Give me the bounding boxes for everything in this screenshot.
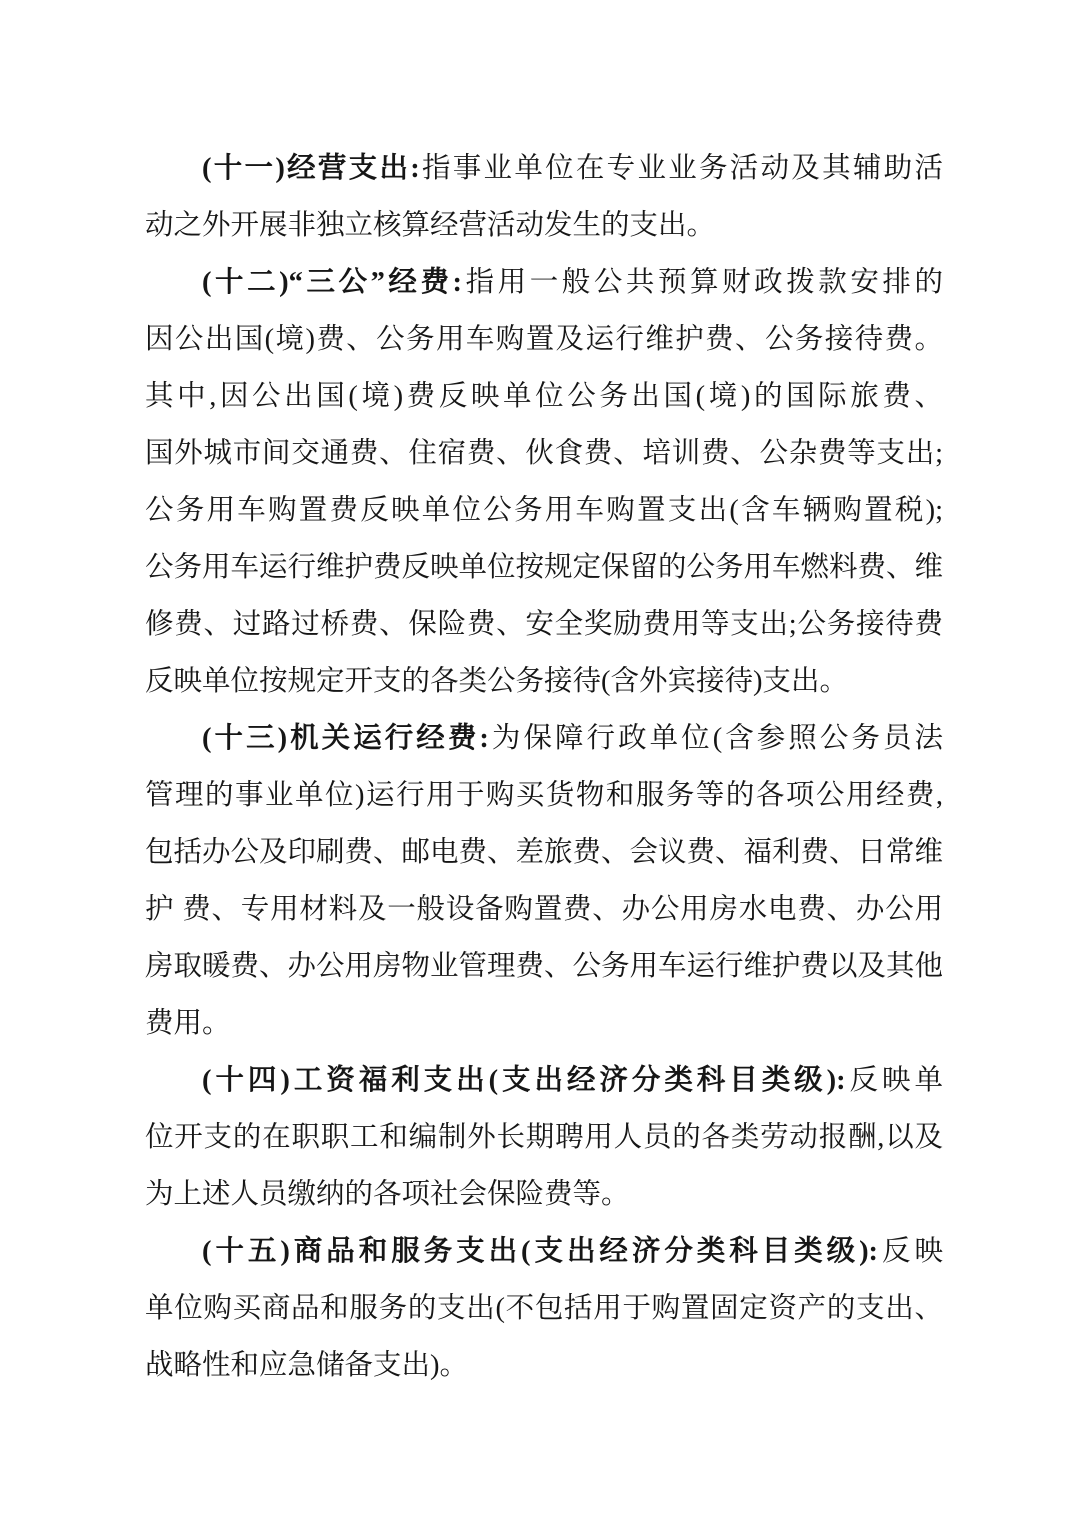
document-line xyxy=(145,425,943,482)
body-text: 房取暖费、办公用房物业管理费、公务用车运行维护费以及其他 xyxy=(145,951,944,982)
heading-text: (十三)机关运行经费: xyxy=(202,723,489,754)
document-line xyxy=(145,881,943,938)
document-line xyxy=(145,1280,943,1337)
document-line xyxy=(145,995,943,1052)
body-text: 单位购买商品和服务的支出(不包括用于购置固定资产的支出、 xyxy=(145,1293,943,1324)
body-text: 动之外开展非独立核算经营活动发生的支出。 xyxy=(145,210,716,241)
body-text: 修费、过路过桥费、保险费、安全奖励费用等支出;公务接待费 xyxy=(145,609,943,640)
body-text: 公务用车运行维护费反映单位按规定保留的公务用车燃料费、维 xyxy=(145,552,944,583)
body-text: 为上述人员缴纳的各项社会保险费等。 xyxy=(145,1179,630,1210)
body-text: 反映单 xyxy=(845,1065,943,1096)
body-text: 费用。 xyxy=(145,1008,231,1039)
document-line xyxy=(145,140,943,197)
heading-text: (十四)工资福利支出(支出经济分类科目类级): xyxy=(202,1065,846,1096)
body-text: 其中,因公出国(境)费反映单位公务出国(境)的国际旅费、 xyxy=(145,381,943,412)
body-text: 管理的事业单位)运行用于购买货物和服务等的各项公用经费, xyxy=(145,780,943,811)
document-line xyxy=(145,710,943,767)
body-text: 包括办公及印刷费、邮电费、差旅费、会议费、福利费、日常维 xyxy=(145,837,944,868)
document-line xyxy=(145,938,943,995)
document-line xyxy=(145,824,943,881)
document-line xyxy=(145,1223,943,1280)
body-text: 公务用车购置费反映单位公务用车购置支出(含车辆购置税); xyxy=(145,495,943,526)
body-text: 位开支的在职职工和编制外长期聘用人员的各类劳动报酬,以及 xyxy=(145,1122,943,1153)
paragraph-item-13 xyxy=(145,710,943,1052)
document-line xyxy=(145,197,943,254)
document-line xyxy=(145,767,943,824)
body-text: 指用一般公共预算财政拨款安排的 xyxy=(462,267,943,298)
heading-text: (十二)“三公”经费: xyxy=(202,267,463,298)
document-line xyxy=(145,653,943,710)
document-line xyxy=(145,1109,943,1166)
document-body xyxy=(145,140,943,1394)
body-text: 国外城市间交通费、住宿费、伙食费、培训费、公杂费等支出; xyxy=(145,438,943,469)
document-line xyxy=(145,1166,943,1223)
document-line xyxy=(145,311,943,368)
document-line xyxy=(145,368,943,425)
body-text: 为保障行政单位(含参照公务员法 xyxy=(488,723,943,754)
heading-text: (十五)商品和服务支出(支出经济分类科目类级): xyxy=(202,1236,879,1267)
document-line xyxy=(145,1337,943,1394)
document-line xyxy=(145,539,943,596)
paragraph-item-11 xyxy=(145,140,943,254)
body-text: 指事业单位在专业业务活动及其辅助活 xyxy=(419,153,943,184)
body-text: 反映单位按规定开支的各类公务接待(含外宾接待)支出。 xyxy=(145,666,848,697)
document-line xyxy=(145,1052,943,1109)
body-text: 战略性和应急储备支出)。 xyxy=(145,1350,468,1381)
heading-text: (十一)经营支出: xyxy=(202,153,420,184)
body-text: 反映 xyxy=(878,1236,943,1267)
body-text: 因公出国(境)费、公务用车购置及运行维护费、公务接待费。 xyxy=(145,324,943,355)
body-text: 护 费、专用材料及一般设备购置费、办公用房水电费、办公用 xyxy=(145,894,943,925)
paragraph-item-14 xyxy=(145,1052,943,1223)
paragraph-item-12 xyxy=(145,254,943,710)
paragraph-item-15 xyxy=(145,1223,943,1394)
document-line xyxy=(145,482,943,539)
document-line xyxy=(145,254,943,311)
document-line xyxy=(145,596,943,653)
